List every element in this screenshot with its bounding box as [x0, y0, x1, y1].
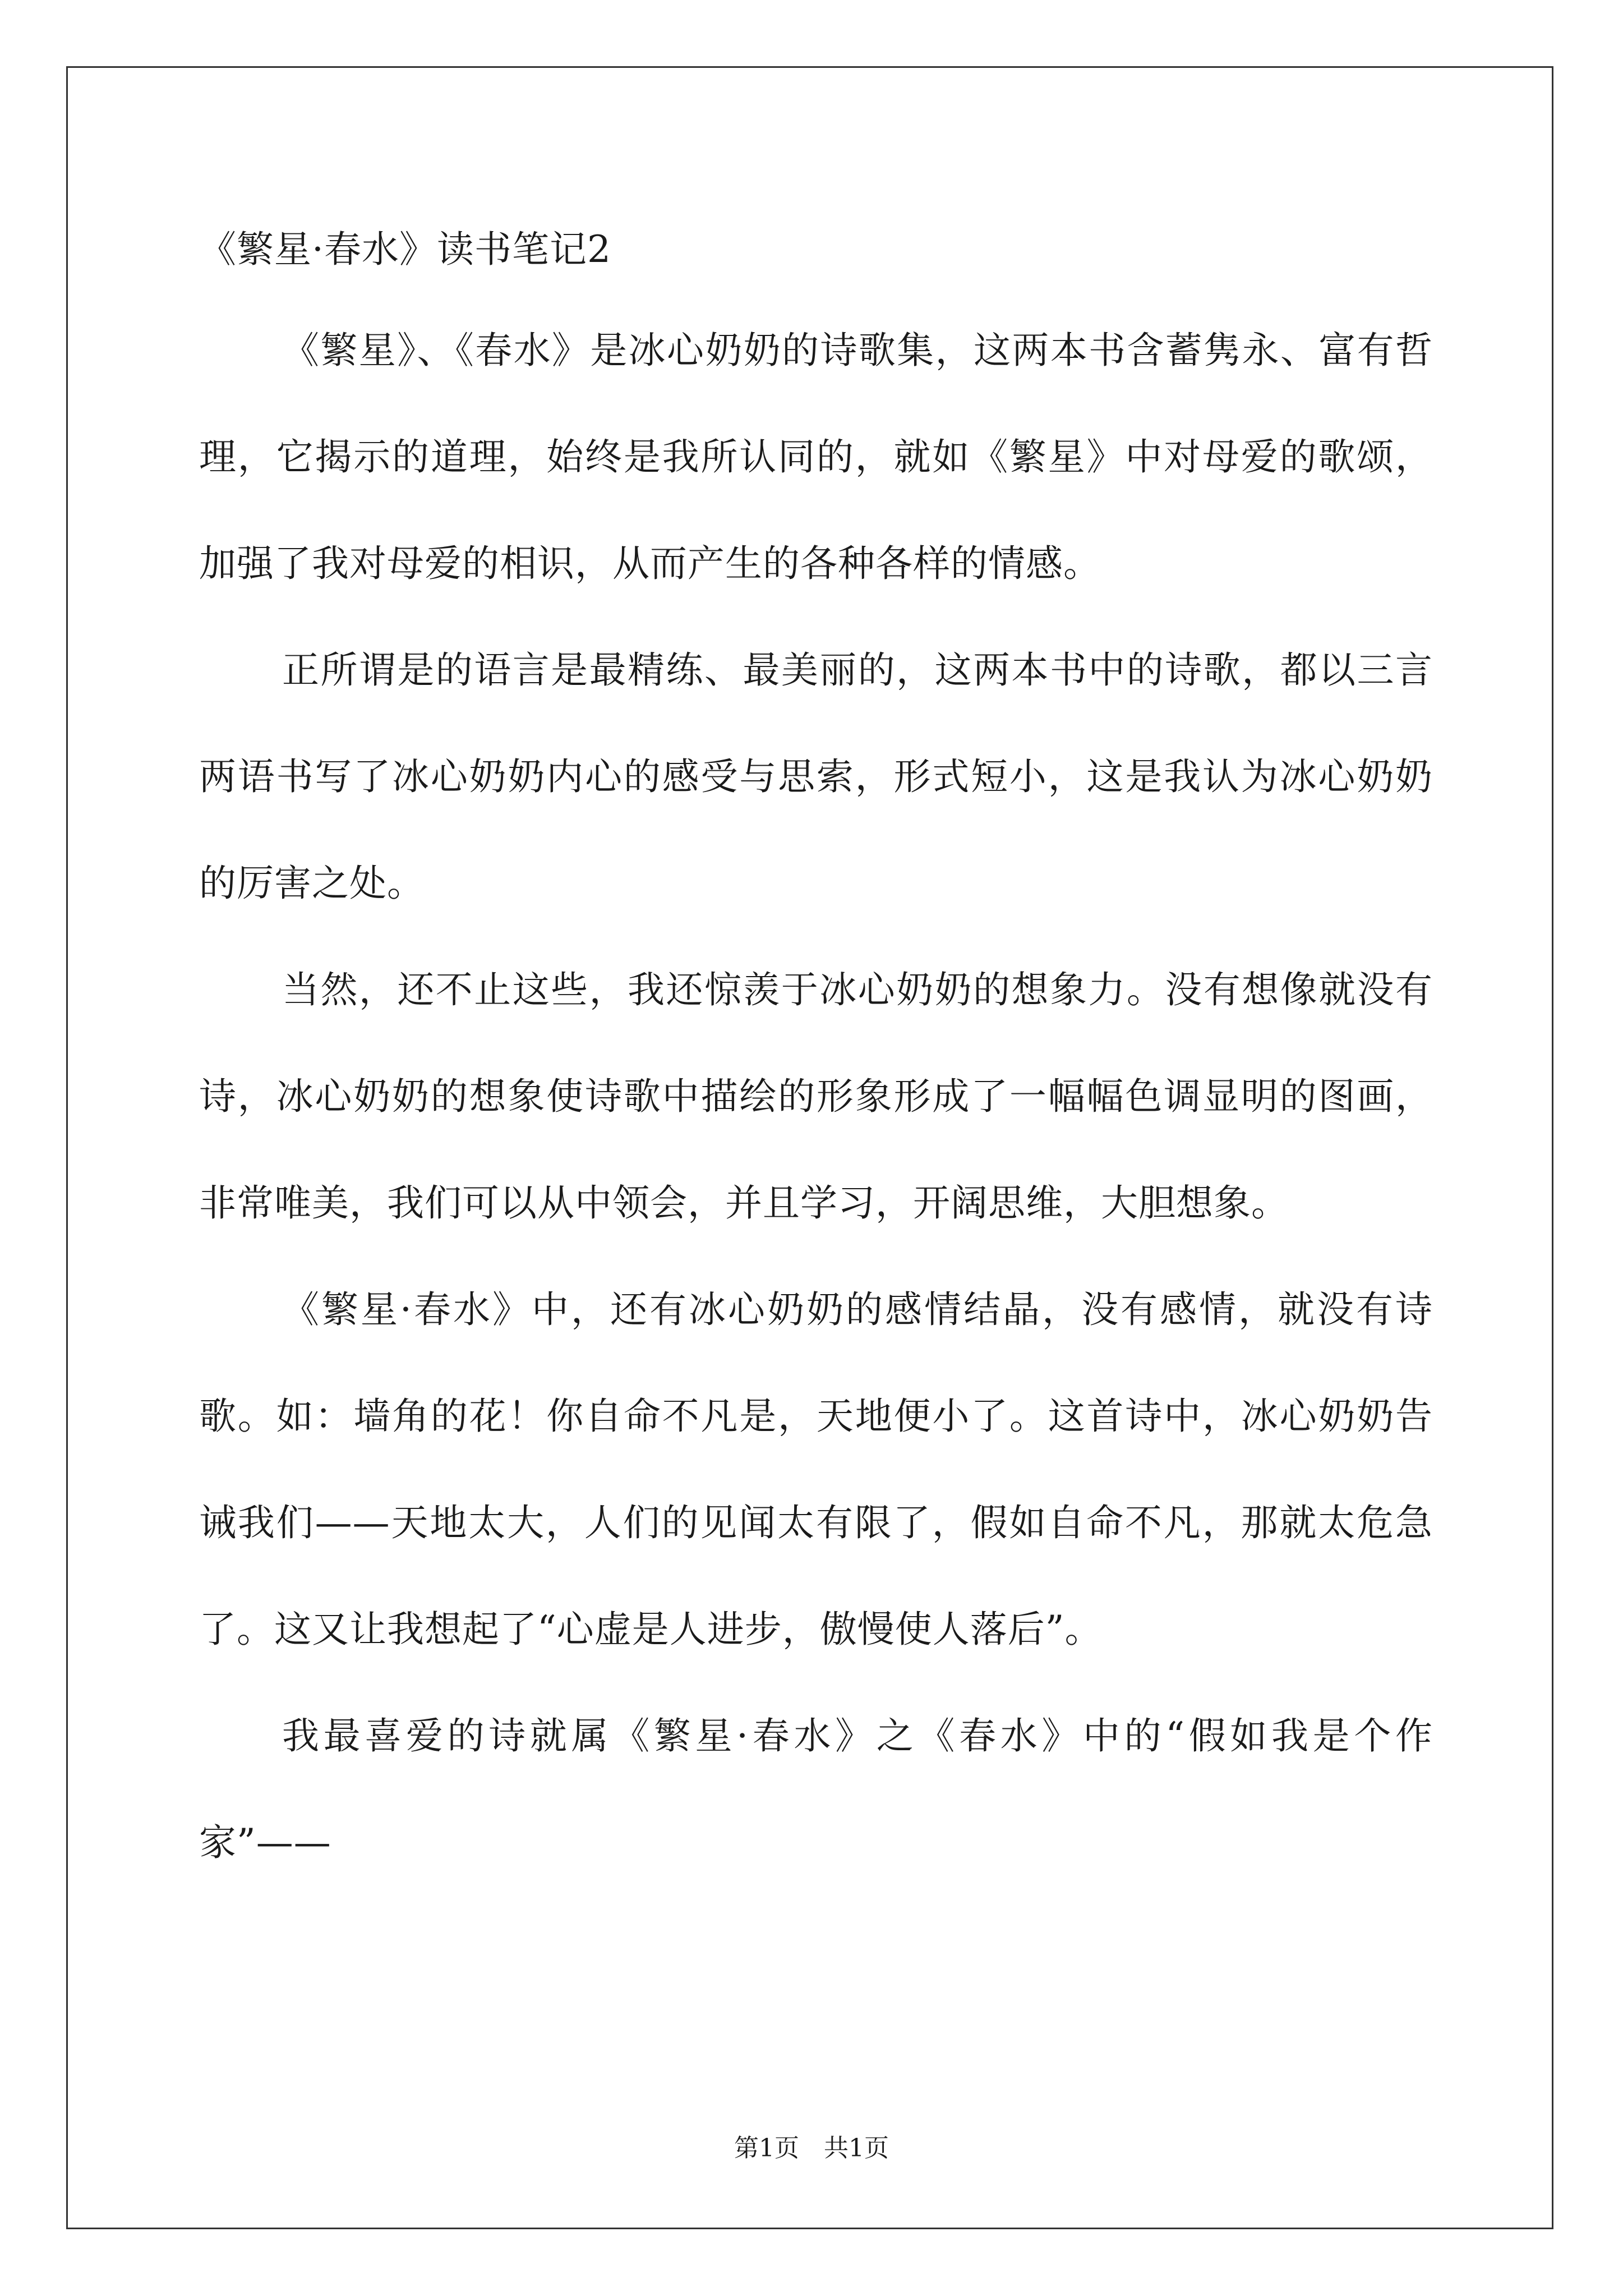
paragraph-1: 《繁星》、《春水》是冰心奶奶的诗歌集，这两本书含蓄隽永、富有哲理，它揭示的道理，始终是我所认同的，就如《繁星》中对母爱的歌颂，加强了我对母爱的相识，从而产生的各种各样的情感。	[199, 329, 1433, 585]
document-title: 《繁星·春水》读书笔记2	[199, 228, 611, 271]
paragraph-3: 当然，还不止这些，我还惊羡于冰心奶奶的想象力。没有想像就没有诗，冰心奶奶的想象使诗歌中描绘的形象形成了一幅幅色调显明的图画，非常唯美，我们可以从中领会，并且学习，开阔思维，大胆想象。	[199, 968, 1433, 1225]
paragraph-5: 我最喜爱的诗就属《繁星·春水》之《春水》中的“假如我是个作家”——	[199, 1714, 1433, 1864]
paragraph-2: 正所谓是的语言是最精练、最美丽的，这两本书中的诗歌，都以三言两语书写了冰心奶奶内心的感受与思索，形式短小，这是我认为冰心奶奶的厉害之处。	[199, 648, 1433, 905]
document-body	[199, 224, 1433, 1896]
paragraph-4: 《繁星·春水》中，还有冰心奶奶的感情结晶，没有感情，就没有诗歌。如：墙角的花！你自命不凡是，天地便小了。这首诗中，冰心奶奶告诫我们——天地太大，人们的见闻太有限了，假如自命不凡，那就太危急了。这又让我想起了“心虚是人进步，傲慢使人落后”。	[199, 1288, 1433, 1651]
page-number-footer: 第1页 共1页	[734, 2134, 889, 2162]
